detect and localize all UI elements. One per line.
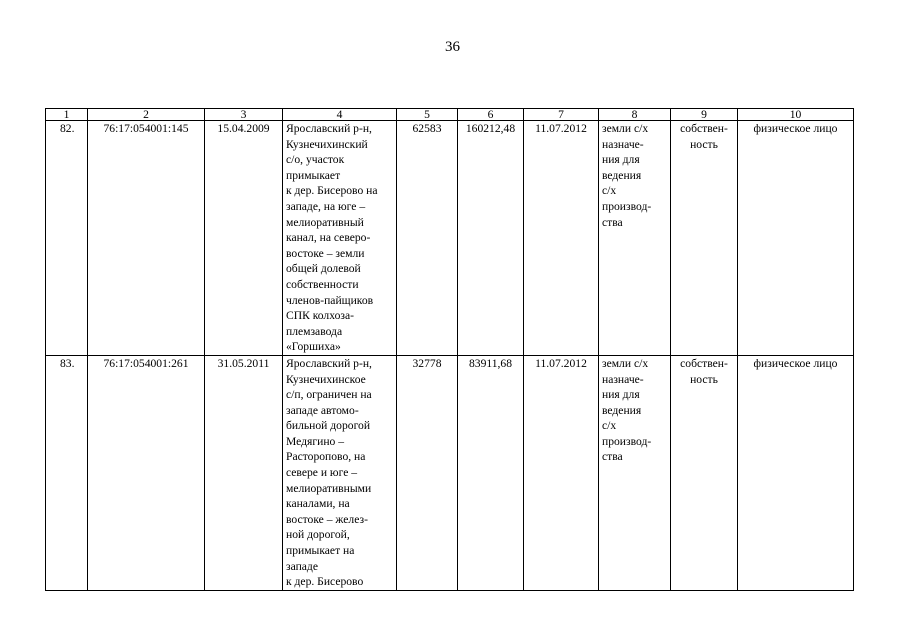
registration-date-cell: 31.05.2011 <box>205 355 283 590</box>
purpose-line: назначе- <box>602 372 644 386</box>
page-number: 36 <box>445 39 460 55</box>
header-cell: 2 <box>88 109 205 121</box>
purpose-line: производ- <box>602 199 652 213</box>
address-line: к дер. Бисерово <box>286 575 364 589</box>
purpose-line: ния для <box>602 153 640 167</box>
land-purpose-cell <box>599 121 671 356</box>
address-line: западе, на юге – <box>286 199 366 213</box>
address-line: Ярославский р-н, <box>286 122 372 135</box>
address-line: «Горшиха» <box>286 340 341 354</box>
purpose-line: назначе- <box>602 137 644 151</box>
address-line: СПК колхоза- <box>286 309 354 323</box>
purpose-line: земли с/х <box>602 356 649 370</box>
ownership-type-cell <box>671 121 738 356</box>
purpose-line: производ- <box>602 434 652 448</box>
address-cell <box>283 121 397 356</box>
header-cell: 8 <box>599 109 671 121</box>
land-purpose-cell <box>599 355 671 590</box>
address-line: с/п, ограничен на <box>286 388 372 402</box>
header-cell: 9 <box>671 109 738 121</box>
address-line: Кузнечихинский <box>286 137 368 151</box>
ownership-line: ность <box>690 137 718 151</box>
purpose-line: ведения <box>602 403 642 417</box>
cadastral-value-cell: 83911,68 <box>458 355 524 590</box>
registration-date-cell: 15.04.2009 <box>205 121 283 356</box>
record-date-cell: 11.07.2012 <box>524 121 599 356</box>
purpose-line: с/х <box>602 419 617 433</box>
table-row <box>46 121 854 356</box>
address-line: востоке – земли <box>286 246 365 260</box>
address-line: с/о, участок <box>286 153 345 167</box>
address-line: канал, на северо- <box>286 231 371 245</box>
address-line: к дер. Бисерово на <box>286 184 378 198</box>
purpose-line: ства <box>602 450 623 464</box>
address-line: ной дорогой, <box>286 528 350 542</box>
header-cell: 5 <box>397 109 458 121</box>
row-number-cell: 83. <box>46 355 88 590</box>
address-line: племзавода <box>286 324 343 338</box>
address-line: востоке – желез- <box>286 512 368 526</box>
address-line: севере и юге – <box>286 466 358 480</box>
address-line: мелиоративный <box>286 215 364 229</box>
header-cell: 3 <box>205 109 283 121</box>
owner-cell: физическое лицо <box>738 355 854 590</box>
address-line: собственности <box>286 277 359 291</box>
table-row <box>46 355 854 590</box>
header-cell: 10 <box>738 109 854 121</box>
header-cell: 4 <box>283 109 397 121</box>
ownership-type-cell <box>671 355 738 590</box>
purpose-line: ния для <box>602 388 640 402</box>
purpose-line: ства <box>602 215 623 229</box>
cadastral-value-cell: 160212,48 <box>458 121 524 356</box>
purpose-line: с/х <box>602 184 617 198</box>
address-line: примыкает на <box>286 544 355 558</box>
owner-cell: физическое лицо <box>738 121 854 356</box>
address-line: каналами, на <box>286 497 350 511</box>
header-cell: 7 <box>524 109 599 121</box>
purpose-line: ведения <box>602 168 642 182</box>
cadastral-number-cell: 76:17:054001:145 <box>88 121 205 356</box>
address-line: западе автомо- <box>286 403 359 417</box>
address-line: мелиоративными <box>286 481 372 495</box>
header-cell: 1 <box>46 109 88 121</box>
ownership-line: собствен- <box>680 122 728 135</box>
address-line: примыкает <box>286 168 341 182</box>
ownership-line: ность <box>690 372 718 386</box>
address-cell <box>283 355 397 590</box>
address-line: Ярославский р-н, <box>286 356 372 370</box>
address-line: бильной дорогой <box>286 419 371 433</box>
address-line: Медягино – <box>286 434 345 448</box>
address-line: общей долевой <box>286 262 361 276</box>
address-line: Расторопово, на <box>286 450 366 464</box>
ownership-line: собствен- <box>680 356 728 370</box>
purpose-line: земли с/х <box>602 122 649 135</box>
address-line: Кузнечихинское <box>286 372 366 386</box>
cadastral-number-cell: 76:17:054001:261 <box>88 355 205 590</box>
header-cell: 6 <box>458 109 524 121</box>
record-date-cell: 11.07.2012 <box>524 355 599 590</box>
area-cell: 32778 <box>397 355 458 590</box>
area-cell: 62583 <box>397 121 458 356</box>
row-number-cell: 82. <box>46 121 88 356</box>
land-registry-table <box>45 108 854 591</box>
header-row <box>46 109 854 121</box>
address-line: членов-пайщиков <box>286 293 374 307</box>
address-line: западе <box>286 559 318 573</box>
